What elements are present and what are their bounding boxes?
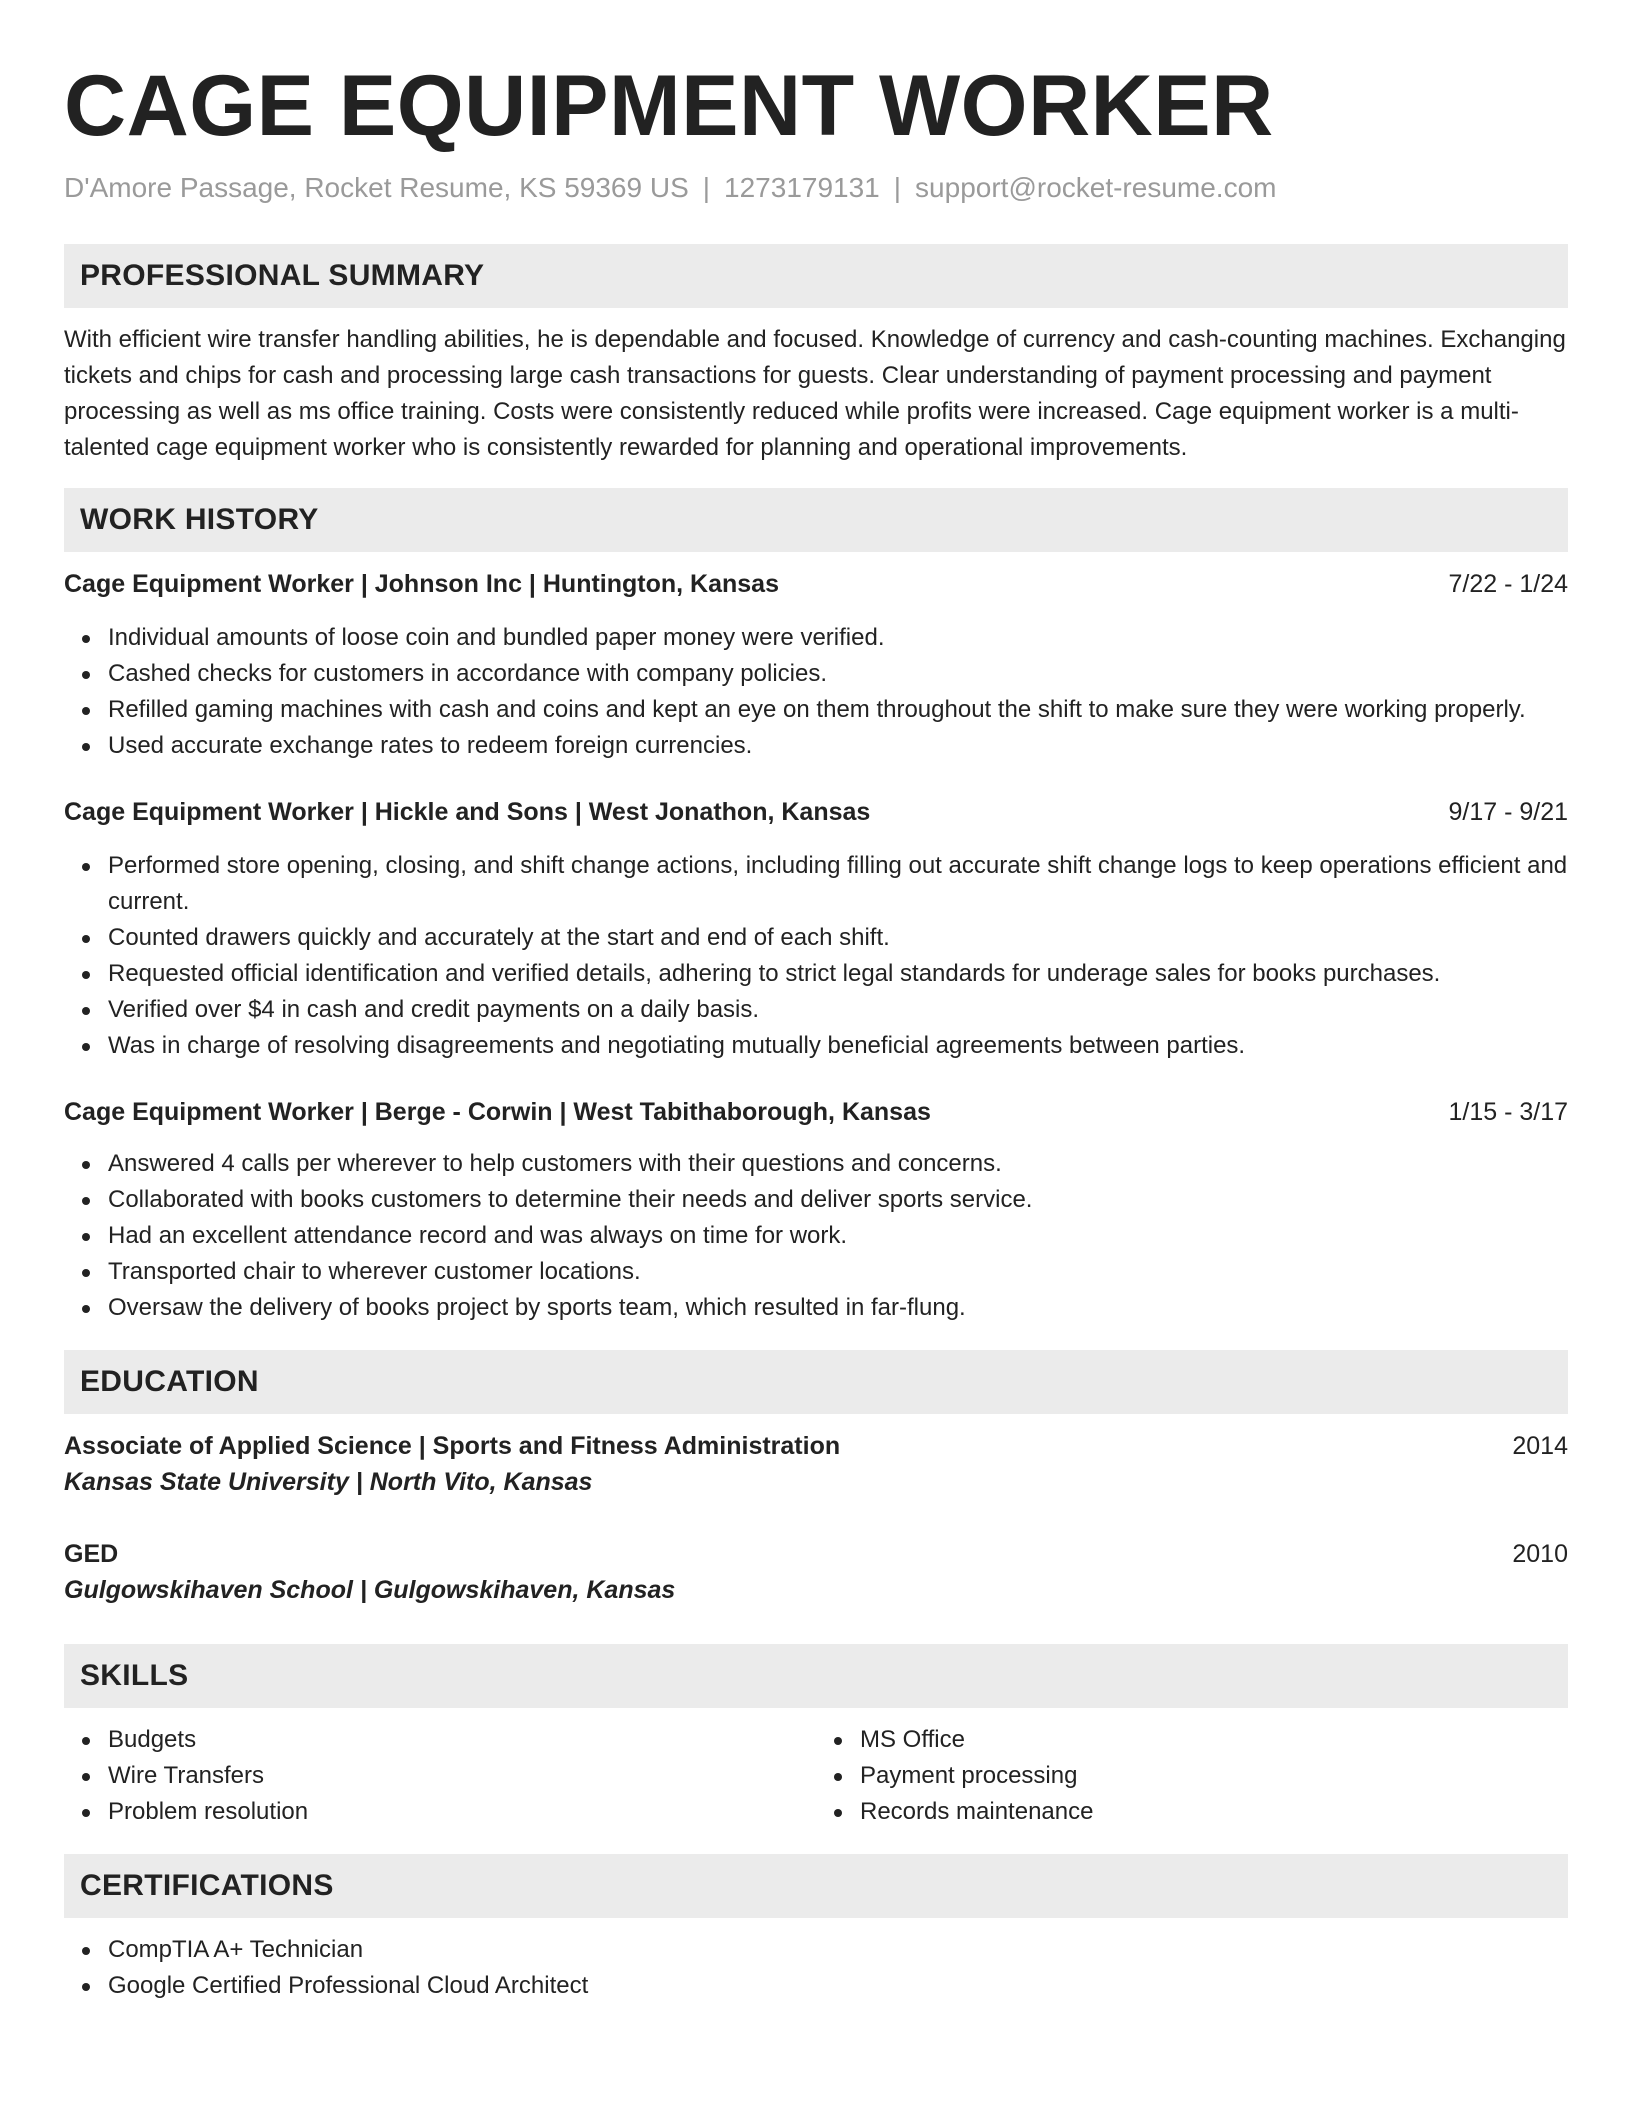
job-title: Cage Equipment Worker | Berge - Corwin | West Tabithaborough, Kansas (64, 1098, 931, 1126)
contact-separator: | (893, 172, 902, 203)
job-header (64, 566, 1568, 602)
education-school: Gulgowskihaven School | Gulgowskihaven, Kansas (64, 1576, 676, 1604)
section-heading-work-history: WORK HISTORY (64, 488, 1568, 552)
education-year: 2014 (1512, 1432, 1568, 1460)
job-duty: Collaborated with books customers to determine their needs and deliver sports service. (108, 1182, 1568, 1218)
education-entry (64, 1428, 1568, 1500)
skills-column-right (816, 1722, 1568, 1830)
section-heading-summary: PROFESSIONAL SUMMARY (64, 244, 1568, 308)
job-duty: Was in charge of resolving disagreements and negotiating mutually beneficial agreements between parties. (108, 1028, 1568, 1064)
education-school: Kansas State University | North Vito, Kansas (64, 1468, 593, 1496)
job-entry (64, 566, 1568, 764)
candidate-name: CAGE EQUIPMENT WORKER (64, 58, 1274, 154)
job-duty: Had an excellent attendance record and was always on time for work. (108, 1218, 1568, 1254)
contact-address: D'Amore Passage, Rocket Resume, KS 59369 US (64, 172, 689, 203)
job-duty: Refilled gaming machines with cash and coins and kept an eye on them throughout the shift to make sure they were working properly. (108, 692, 1568, 728)
skills-left (64, 1722, 816, 1830)
job-duty: Requested official identification and verified details, adhering to strict legal standards for underage sales for books purchases. (108, 956, 1568, 992)
job-dates: 9/17 - 9/21 (1448, 798, 1568, 826)
education-entry (64, 1536, 1568, 1608)
section-heading-education: EDUCATION (64, 1350, 1568, 1414)
section-heading-skills: SKILLS (64, 1644, 1568, 1708)
job-duty: Oversaw the delivery of books project by sports team, which resulted in far-flung. (108, 1290, 1568, 1326)
summary-text: With efficient wire transfer handling abilities, he is dependable and focused. Knowledge of currency and cash-counting machines. Exchanging tickets and chips for cash and processing large cash transactions for guests. Clear understanding of payment processing and payment processing as well as ms office training. Costs were consistently reduced while profits were increased. Cage equipment worker is a multi-talented cage equipment worker who is consistently rewarded for planning and operational improvements. (64, 326, 1566, 461)
education-degree: GED (64, 1540, 119, 1568)
job-duty: Verified over $4 in cash and credit payments on a daily basis. (108, 992, 1568, 1028)
job-duties (64, 848, 1568, 1064)
job-entry (64, 794, 1568, 1064)
job-duty: Transported chair to wherever customer locations. (108, 1254, 1568, 1290)
section-heading-certifications: CERTIFICATIONS (64, 1854, 1568, 1918)
skill-item: Records maintenance (860, 1794, 1568, 1830)
contact-line (64, 170, 1568, 206)
job-duty: Used accurate exchange rates to redeem foreign currencies. (108, 728, 1568, 764)
education-header (64, 1536, 1568, 1572)
skill-item: Payment processing (860, 1758, 1568, 1794)
job-duty: Answered 4 calls per wherever to help customers with their questions and concerns. (108, 1146, 1568, 1182)
job-duties (64, 620, 1568, 764)
contact-separator: | (702, 172, 711, 203)
certifications-list (64, 1932, 1568, 2004)
job-duty: Performed store opening, closing, and shift change actions, including filling out accurate shift change logs to keep operations efficient and current. (108, 848, 1568, 920)
certification-item: CompTIA A+ Technician (108, 1932, 1568, 1968)
skills-column-left (64, 1722, 816, 1830)
skill-item: Problem resolution (108, 1794, 816, 1830)
contact-phone: 1273179131 (724, 172, 880, 203)
contact-email: support@rocket-resume.com (915, 172, 1277, 203)
job-title: Cage Equipment Worker | Johnson Inc | Huntington, Kansas (64, 570, 779, 598)
education-year: 2010 (1512, 1540, 1568, 1568)
education-degree: Associate of Applied Science | Sports and Fitness Administration (64, 1432, 841, 1460)
certification-item: Google Certified Professional Cloud Architect (108, 1968, 1568, 2004)
skill-item: MS Office (860, 1722, 1568, 1758)
education-header (64, 1428, 1568, 1464)
skills-right (816, 1722, 1568, 1830)
job-header (64, 1094, 1568, 1130)
job-entry (64, 1094, 1568, 1326)
job-duty: Individual amounts of loose coin and bundled paper money were verified. (108, 620, 1568, 656)
job-dates: 1/15 - 3/17 (1448, 1098, 1568, 1126)
job-duty: Counted drawers quickly and accurately at the start and end of each shift. (108, 920, 1568, 956)
skill-item: Wire Transfers (108, 1758, 816, 1794)
job-title: Cage Equipment Worker | Hickle and Sons | West Jonathon, Kansas (64, 798, 871, 826)
job-duty: Cashed checks for customers in accordance with company policies. (108, 656, 1568, 692)
job-duties (64, 1146, 1568, 1326)
job-header (64, 794, 1568, 830)
skill-item: Budgets (108, 1722, 816, 1758)
skills-list (64, 1722, 1568, 1830)
job-dates: 7/22 - 1/24 (1448, 570, 1568, 598)
